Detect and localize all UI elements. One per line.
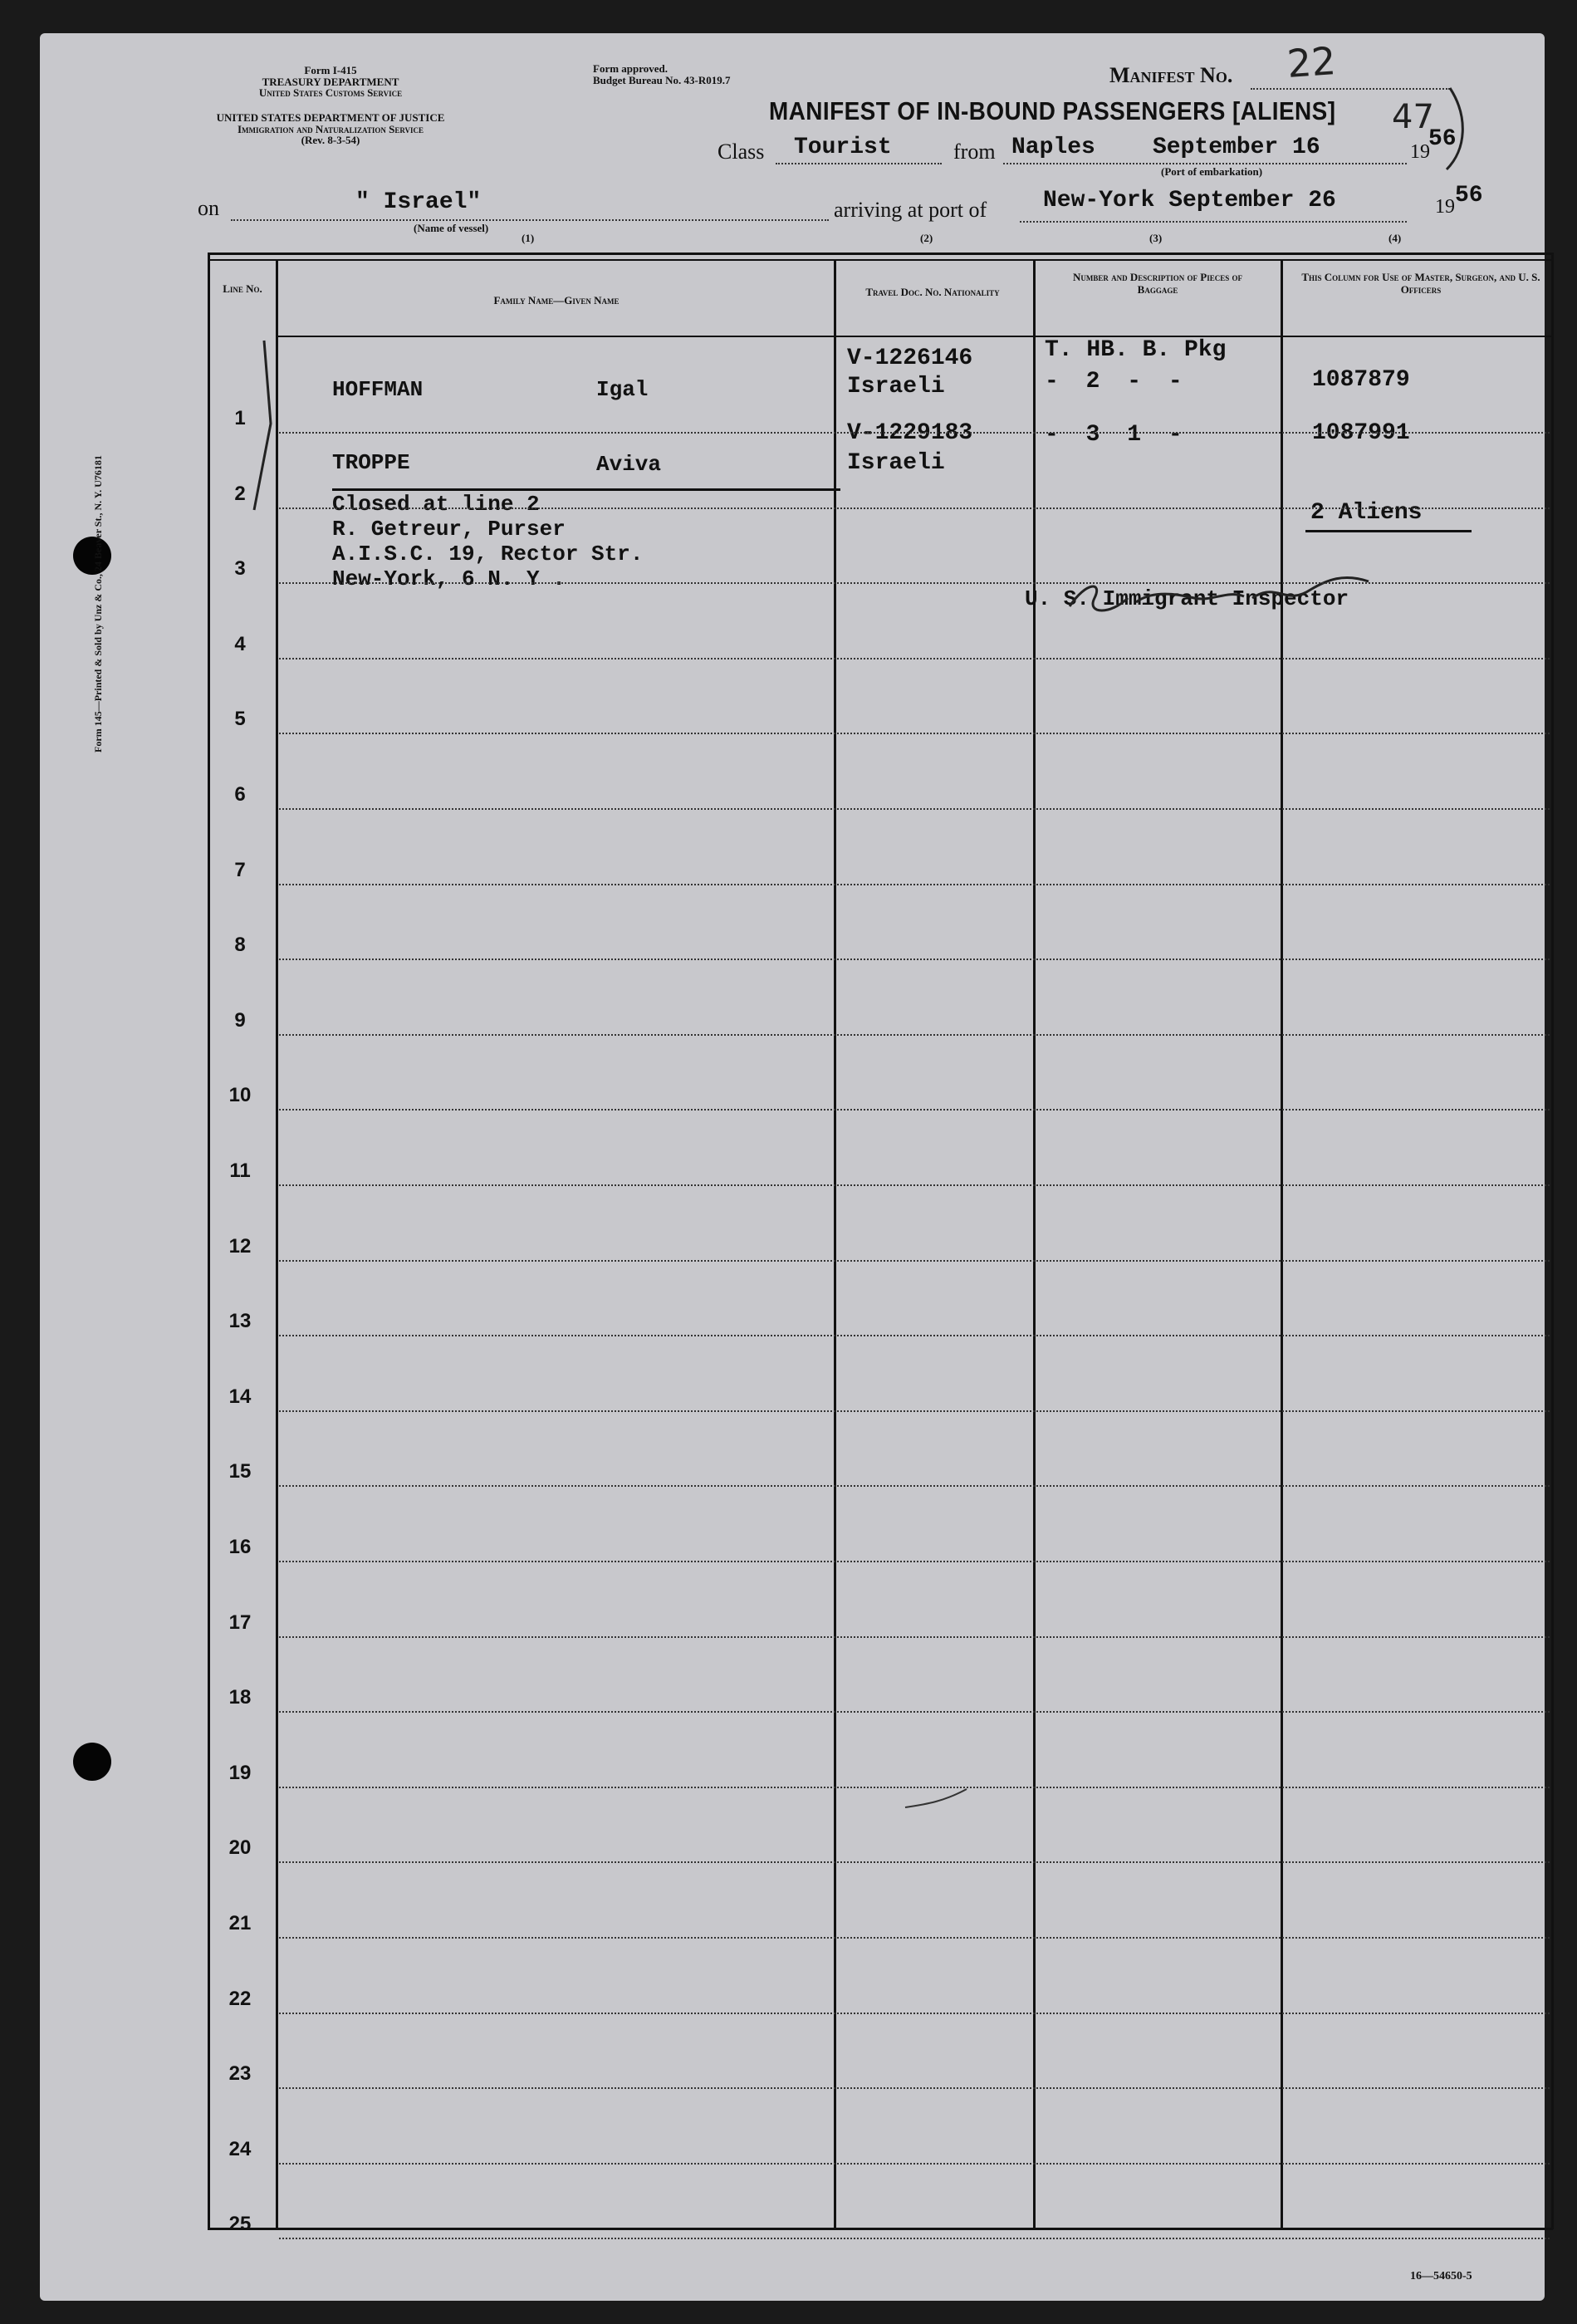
line-number: 4 <box>234 632 246 655</box>
punch-hole-bottom <box>73 1743 111 1781</box>
class-value: Tourist <box>794 135 892 160</box>
header-line-no: Line No. <box>223 282 262 295</box>
col-num-3: (3) <box>1149 232 1163 244</box>
row2-family: TROPPE <box>332 450 410 475</box>
line-rule <box>279 884 1550 885</box>
line-number: 2 <box>234 482 246 505</box>
line-rule <box>279 2238 1550 2239</box>
header-baggage: Number and Description of Pieces of Baggage <box>1073 271 1242 296</box>
line-rule <box>279 582 1550 584</box>
line-number: 8 <box>234 934 246 957</box>
line-number: 6 <box>234 783 246 806</box>
table-top-rule-2 <box>208 259 1553 261</box>
from-value: Naples <box>1011 135 1095 160</box>
line-number: 1 <box>234 407 246 429</box>
vessel-name: " Israel" <box>355 189 482 215</box>
line-number: 19 <box>228 1761 252 1784</box>
justice-dept: UNITED STATES DEPARTMENT OF JUSTICE <box>216 111 445 124</box>
row1-given: Igal <box>596 377 649 402</box>
line-rule <box>279 2163 1550 2165</box>
closing-line-4: New-York, 6 N. Y . <box>332 566 566 591</box>
line-number: 16 <box>228 1536 252 1558</box>
col-num-4: (4) <box>1388 232 1402 244</box>
treasury-dept: TREASURY DEPARTMENT <box>262 76 399 88</box>
line-number: 11 <box>229 1160 251 1182</box>
line-rule <box>279 959 1550 960</box>
header-bottom-rule <box>277 336 1551 337</box>
closing-line-2: R. Getreur, Purser <box>332 517 566 542</box>
line-rule <box>279 1034 1550 1036</box>
manifest-title: MANIFEST OF IN-BOUND PASSENGERS [ALIENS] <box>769 96 1336 125</box>
embark-year: 56 <box>1428 126 1457 152</box>
line-rule <box>279 1561 1550 1562</box>
from-label: from <box>953 140 996 164</box>
line-rule <box>279 1485 1550 1487</box>
port-caption: (Port of embarkation) <box>1161 165 1263 178</box>
line-number: 23 <box>228 2062 252 2086</box>
stray-mark <box>904 1786 970 1811</box>
arrival-dots <box>1020 221 1407 223</box>
line-number: 10 <box>228 1084 252 1107</box>
line-rule <box>279 1937 1550 1939</box>
line-rule <box>279 1109 1550 1111</box>
line-number: 20 <box>228 1836 252 1860</box>
baggage-legend: T. HB. B. Pkg <box>1045 337 1227 363</box>
row1-officer: 1087879 <box>1312 367 1410 393</box>
line-rule <box>279 1711 1550 1713</box>
line-rule <box>279 1861 1550 1863</box>
revision-date: (Rev. 8-3-54) <box>301 134 360 146</box>
row1-doc: V-1226146 <box>847 346 973 371</box>
on-label: on <box>198 196 219 220</box>
name-col-divider <box>834 259 836 2228</box>
line-rule <box>279 733 1550 734</box>
line-number: 3 <box>234 557 246 581</box>
line-rule <box>279 808 1550 810</box>
row2-officer: 1087991 <box>1312 420 1410 446</box>
row1-nationality: Israeli <box>847 374 945 400</box>
line-rule <box>279 1787 1550 1788</box>
closing-underline <box>332 488 840 491</box>
line-number: 25 <box>228 2213 252 2236</box>
printer-side-text: Form 145—Printed & Sold by Unz & Co., 24 Beaver St., N. Y. U76181 <box>92 455 104 753</box>
col-num-2: (2) <box>920 232 933 244</box>
aliens-total: 2 Aliens <box>1310 500 1423 526</box>
line-number: 21 <box>228 1912 252 1934</box>
line-rule <box>279 2087 1550 2089</box>
line-number: 17 <box>228 1611 252 1634</box>
line-rule <box>279 1260 1550 1262</box>
row2-nationality: Israeli <box>847 450 945 476</box>
footer-code: 16—54650-5 <box>1410 2270 1472 2282</box>
table-top-rule <box>208 253 1553 255</box>
line-rule <box>279 2013 1550 2014</box>
line-number: 13 <box>228 1310 252 1333</box>
customs-service: United States Customs Service <box>258 86 403 99</box>
vessel-dots <box>231 219 829 221</box>
manifest-no-handwritten: 22 <box>1286 38 1338 86</box>
closing-line-3: A.I.S.C. 19, Rector Str. <box>332 542 644 566</box>
vessel-caption: (Name of vessel) <box>414 222 489 234</box>
header-travel: Travel Doc. No. Nationality <box>865 286 1000 298</box>
line-rule <box>279 658 1550 659</box>
col-num-1: (1) <box>522 232 535 244</box>
arrival-year-prefix: 19 <box>1435 196 1455 218</box>
line-rule <box>279 1184 1550 1186</box>
page-number: 47 <box>1392 98 1434 136</box>
manifest-no-label: Manifest No. <box>1109 63 1233 87</box>
approval-line-2: Budget Bureau No. 43-R019.7 <box>593 74 731 86</box>
line-rule <box>279 507 1550 509</box>
inspector-label: U. S. Immigrant Inspector <box>1025 586 1349 611</box>
line-number: 22 <box>228 1987 252 2010</box>
embark-year-prefix: 19 <box>1410 141 1430 163</box>
line-number: 18 <box>228 1686 252 1709</box>
row2-given: Aviva <box>596 452 662 477</box>
class-dots <box>776 163 942 164</box>
arriving-label: arriving at port of <box>834 198 987 222</box>
header-officers: This Column for Use of Master, Surgeon, and U. S. Officers <box>1301 271 1540 296</box>
table-right-border <box>1551 253 1554 2229</box>
header-name: Family Name—Given Name <box>493 294 620 306</box>
row1-family: HOFFMAN <box>332 377 424 402</box>
form-number: Form I-415 <box>304 64 357 76</box>
line-rule <box>279 432 1550 434</box>
line-number: 12 <box>228 1234 252 1258</box>
travel-col-divider <box>1033 259 1036 2228</box>
line-rule <box>279 1636 1550 1638</box>
table-left-border <box>208 253 210 2229</box>
closing-line-1: Closed at line 2 <box>332 492 540 517</box>
inspector-signature <box>1061 556 1377 631</box>
manifest-no-dots <box>1251 88 1450 90</box>
line-number: 15 <box>228 1460 252 1483</box>
baggage-col-divider <box>1281 259 1283 2228</box>
line-rule <box>279 1335 1550 1336</box>
table-bottom-rule <box>208 2228 1553 2230</box>
embark-date: September 16 <box>1153 135 1320 160</box>
class-label: Class <box>717 140 765 164</box>
row2-baggage: - 3 1 - <box>1045 422 1189 448</box>
approval-line-1: Form approved. <box>593 62 669 75</box>
line-number: 24 <box>228 2137 252 2160</box>
ins-service: Immigration and Naturalization Service <box>237 123 424 135</box>
line-no-divider <box>276 259 278 2228</box>
row2-doc: V-1229183 <box>847 420 973 446</box>
manifest-sheet <box>40 33 1545 2301</box>
from-dots <box>1003 163 1407 164</box>
line-number: 9 <box>234 1008 246 1032</box>
line-number: 14 <box>228 1385 252 1408</box>
line-rule <box>279 1410 1550 1412</box>
arrival-year: 56 <box>1455 183 1483 208</box>
arrival-value: New-York September 26 <box>1043 188 1336 213</box>
aliens-underline <box>1305 530 1472 532</box>
line-number: 7 <box>234 858 246 881</box>
line-number: 5 <box>234 708 246 731</box>
row1-baggage: - 2 - - <box>1045 369 1189 395</box>
